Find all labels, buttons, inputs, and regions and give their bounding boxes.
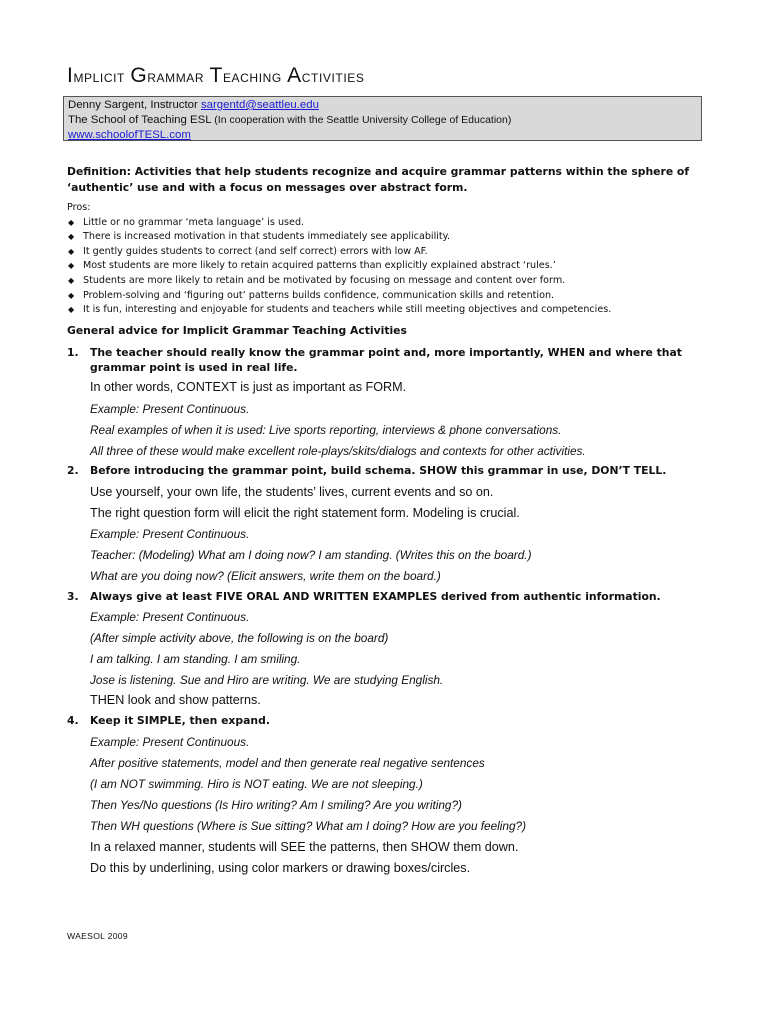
pros-item-text: It is fun, interesting and enjoyable for students and teachers while still meeting objectives and competencies. [83, 304, 612, 316]
item-4-line-7: Do this by underlining, using color markers or drawing boxes/circles. [90, 861, 471, 875]
definition: Definition: Activities that help students recognize and acquire grammar patterns within the sphere of ‘authentic’ use and with a focus on messages over abstract form. [67, 165, 690, 194]
bullet-icon: ◆ [68, 217, 75, 227]
title-w3-cap: T [209, 64, 223, 87]
item-2-line-2: The right question form will elicit the right statement form. Modeling is crucial. [90, 506, 520, 520]
title-w3-rest: eaching [222, 67, 282, 86]
title-w1-cap: I [67, 64, 74, 87]
bullet-icon: ◆ [68, 290, 75, 300]
item-1-line-4: All three of these would make excellent role-plays/skits/dialogs and contexts for other activities. [90, 444, 586, 458]
page-footer: WAESOL 2009 [67, 931, 128, 941]
bullet-icon: ◆ [68, 246, 75, 256]
title-w1-rest: mplicit [73, 67, 125, 86]
website-line [68, 128, 697, 143]
list-item [67, 230, 707, 245]
page-title [67, 64, 365, 88]
pros-item-text: There is increased motivation in that students immediately see applicability. [83, 231, 451, 243]
list-item [67, 289, 707, 304]
item-4-line-2: After positive statements, model and then generate real negative sentences [90, 756, 485, 770]
item-3-line-1: Example: Present Continuous. [90, 610, 250, 624]
item-3-line-5: THEN look and show patterns. [90, 693, 261, 707]
item-2-line-3: Example: Present Continuous. [90, 527, 250, 541]
item-number: 1. [67, 346, 79, 359]
item-1-line-3: Real examples of when it is used: Live sports reporting, interviews & phone conversations. [90, 423, 562, 437]
bullet-icon: ◆ [68, 261, 75, 271]
school-line [68, 113, 697, 128]
list-item [67, 216, 707, 231]
item-4-heading [67, 714, 707, 729]
pros-label: Pros: [67, 202, 91, 213]
list-item [67, 245, 707, 260]
item-number: 4. [67, 714, 79, 727]
item-3-line-3: I am talking. I am standing. I am smiling. [90, 652, 301, 666]
pros-item-text: Problem-solving and ‘figuring out’ patterns builds confidence, communication skills and retention. [83, 289, 555, 301]
info-box [63, 96, 702, 141]
pros-item-text: Most students are more likely to retain acquired patterns than explicitly explained abstract ‘rules.’ [83, 260, 556, 272]
advice-heading: General advice for Implicit Grammar Teaching Activities [67, 324, 407, 337]
bullet-icon: ◆ [68, 275, 75, 285]
pros-item-text: Students are more likely to retain and be motivated by focusing on message and content over form. [83, 274, 566, 286]
item-4-line-5: Then WH questions (Where is Sue sitting? What am I doing? How are you feeling?) [90, 819, 527, 833]
item-4-line-4: Then Yes/No questions (Is Hiro writing? Am I smiling? Are you writing?) [90, 798, 462, 812]
list-item [67, 259, 707, 274]
item-2-line-1: Use yourself, your own life, the students’ lives, current events and so on. [90, 485, 494, 499]
item-1-line-1: In other words, CONTEXT is just as important as FORM. [90, 380, 407, 394]
item-1-heading [67, 346, 707, 375]
item-2-line-4: Teacher: (Modeling) What am I doing now? I am standing. (Writes this on the board.) [90, 548, 532, 562]
item-4-line-3: (I am NOT swimming. Hiro is NOT eating. We are not sleeping.) [90, 777, 423, 791]
item-3-heading [67, 590, 707, 605]
item-1-line-2: Example: Present Continuous. [90, 402, 250, 416]
pros-list [67, 216, 707, 318]
bullet-icon: ◆ [68, 232, 75, 242]
item-heading-text: Keep it SIMPLE, then expand. [90, 714, 270, 727]
item-number: 3. [67, 590, 79, 603]
website-link[interactable]: www.schoolofTESL.com [68, 128, 191, 141]
item-2-heading [67, 464, 707, 479]
email-link[interactable]: sargentd@seattleu.edu [200, 99, 319, 111]
list-item [67, 274, 707, 289]
pros-item-text: Little or no grammar ‘meta language’ is used. [83, 216, 305, 228]
item-heading-text: Always give at least FIVE ORAL AND WRITTEN EXAMPLES derived from authentic information. [90, 590, 661, 603]
item-4-line-1: Example: Present Continuous. [90, 735, 250, 749]
pros-item-text: It gently guides students to correct (and self correct) errors with low AF. [83, 245, 428, 257]
pros-section [67, 201, 707, 318]
title-w2-cap: G [130, 64, 148, 87]
item-heading-text: The teacher should really know the grammar point and, more importantly, WHEN and where that grammar point is used in real life. [90, 346, 682, 374]
list-item [67, 303, 707, 318]
title-w4-cap: A [287, 64, 302, 87]
item-4-line-6: In a relaxed manner, students will SEE the patterns, then SHOW them down. [90, 840, 519, 854]
item-2-line-5: What are you doing now? (Elicit answers, write them on the board.) [90, 569, 441, 583]
item-heading-text: Before introducing the grammar point, build schema. SHOW this grammar in use, DON’T TELL. [90, 464, 667, 477]
instructor-line [68, 98, 697, 113]
school-name: The School of Teaching ESL [68, 113, 215, 126]
bullet-icon: ◆ [68, 305, 75, 315]
instructor-name: Denny Sargent, Instructor [68, 99, 201, 111]
title-w4-rest: ctivities [301, 67, 365, 86]
item-number: 2. [67, 464, 79, 477]
title-w2-rest: rammar [147, 67, 205, 86]
school-note: (In cooperation with the Seattle University College of Education) [214, 113, 512, 126]
item-3-line-4: Jose is listening. Sue and Hiro are writing. We are studying English. [90, 673, 444, 687]
item-3-line-2: (After simple activity above, the following is on the board) [90, 631, 389, 645]
